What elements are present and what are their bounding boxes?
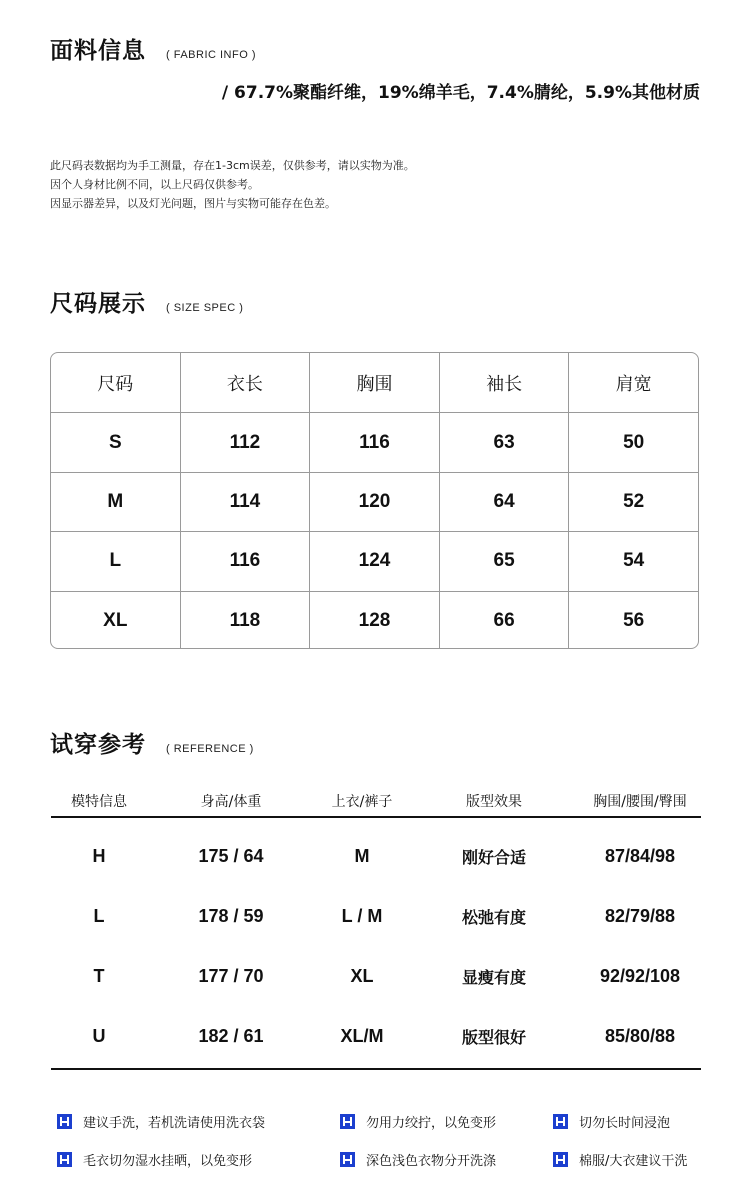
size-cell: 124 (309, 532, 439, 590)
size-cell: 128 (309, 592, 439, 649)
note-line: 此尺码表数据均为手工测量，存在1-3cm误差，仅供参考，请以实物为准。 (50, 159, 415, 172)
size-cell: 116 (180, 532, 310, 590)
reference-table-row (51, 826, 701, 886)
size-table-row (51, 412, 698, 471)
reference-cell: 松弛有度 (461, 907, 526, 927)
reference-cell: L (93, 905, 105, 926)
size-cell: L (109, 550, 122, 572)
reference-table-row (51, 886, 701, 946)
reference-cell: 85/80/88 (604, 1025, 676, 1046)
reference-cell: U (92, 1025, 106, 1046)
size-cell: 116 (309, 413, 439, 471)
reference-cell: XL (350, 965, 374, 986)
reference-table-row (51, 1006, 701, 1066)
reference-header-cell: 上衣/裤子 (331, 793, 393, 810)
care-text: 切勿长时间浸泡 (579, 1116, 671, 1131)
size-cell: 112 (180, 413, 310, 471)
size-table-row (51, 472, 698, 531)
reference-table-body (51, 818, 701, 1070)
note-line: 因个人身材比例不同，以上尺码仅供参考。 (50, 178, 259, 191)
size-cell: M (107, 490, 124, 512)
size-cell: 52 (568, 473, 698, 531)
size-cell: 65 (439, 532, 569, 590)
care-label-icon (553, 1114, 568, 1129)
reference-cell: 刚好合适 (461, 847, 526, 867)
reference-header-cell: 身高/体重 (200, 793, 262, 810)
reference-header-cell: 胸围/腰围/臀围 (593, 793, 687, 810)
size-header-cell: 尺码 (97, 373, 134, 395)
reference-title-en: ( REFERENCE ) (166, 743, 254, 755)
reference-cell: XL/M (340, 1025, 384, 1046)
reference-title-zh: 试穿参考 (50, 732, 146, 758)
reference-cell: 175 / 64 (198, 845, 264, 866)
size-cell: 118 (180, 592, 310, 649)
care-item (57, 1150, 252, 1169)
reference-header-cell: 模特信息 (71, 793, 127, 810)
reference-cell: M (354, 845, 370, 866)
reference-table-row (51, 946, 701, 1006)
care-label-icon (57, 1114, 72, 1129)
care-item (340, 1112, 496, 1131)
reference-cell: 82/79/88 (604, 905, 676, 926)
care-text: 毛衣切勿湿水挂晒，以免变形 (83, 1154, 253, 1169)
size-cell: 114 (180, 473, 310, 531)
size-cell: 50 (568, 413, 698, 471)
size-table (50, 352, 699, 649)
size-cell: 54 (568, 532, 698, 590)
reference-cell: 182 / 61 (198, 1025, 264, 1046)
size-table-header (51, 353, 698, 412)
size-header-cell: 衣长 (180, 353, 310, 412)
care-item (553, 1112, 670, 1131)
size-cell: 63 (439, 413, 569, 471)
fabric-title-zh: 面料信息 (50, 38, 146, 64)
size-title-en: ( SIZE SPEC ) (166, 302, 244, 314)
care-label-icon (57, 1152, 72, 1167)
reference-header-cell: 版型效果 (466, 793, 522, 810)
size-cell: 64 (439, 473, 569, 531)
size-cell: 56 (568, 592, 698, 649)
reference-table (51, 785, 701, 1070)
reference-cell: 178 / 59 (198, 905, 264, 926)
reference-section-title (50, 726, 254, 759)
care-text: 建议手洗，若机洗请使用洗衣袋 (83, 1116, 266, 1131)
reference-cell: T (93, 965, 105, 986)
care-text: 勿用力绞拧，以免变形 (366, 1116, 497, 1131)
care-label-icon (340, 1114, 355, 1129)
care-item (553, 1150, 687, 1169)
reference-cell: 92/92/108 (599, 965, 681, 986)
fabric-title-en: ( FABRIC INFO ) (166, 49, 256, 61)
care-item (57, 1112, 265, 1131)
reference-cell: L / M (341, 905, 383, 926)
fabric-composition: / 67.7%聚酯纤维，19%绵羊毛，7.4%腈纶，5.9%其他材质 (221, 83, 700, 103)
care-label-icon (553, 1152, 568, 1167)
size-header-cell: 胸围 (309, 353, 439, 412)
reference-cell: 显瘦有度 (461, 967, 526, 987)
size-cell: S (108, 431, 122, 453)
size-title-zh: 尺码展示 (50, 291, 146, 317)
size-header-cell: 肩宽 (568, 353, 698, 412)
size-section-title (50, 285, 243, 318)
reference-table-header (51, 785, 701, 818)
size-cell: 66 (439, 592, 569, 649)
size-header-cell: 袖长 (439, 353, 569, 412)
reference-cell: H (92, 845, 106, 866)
care-text: 棉服/大衣建议干洗 (579, 1154, 688, 1169)
reference-cell: 版型很好 (461, 1027, 526, 1047)
reference-cell: 87/84/98 (604, 845, 676, 866)
care-label-icon (340, 1152, 355, 1167)
note-line: 因显示器差异，以及灯光问题，图片与实物可能存在色差。 (50, 197, 336, 210)
size-cell: XL (103, 609, 128, 631)
size-cell: 120 (309, 473, 439, 531)
size-table-row (51, 531, 698, 590)
size-table-row (51, 591, 698, 649)
reference-cell: 177 / 70 (198, 965, 264, 986)
care-item (340, 1150, 496, 1169)
care-text: 深色浅色衣物分开洗涤 (366, 1154, 497, 1169)
fabric-section-title (50, 32, 256, 65)
measurement-notes (50, 156, 415, 213)
